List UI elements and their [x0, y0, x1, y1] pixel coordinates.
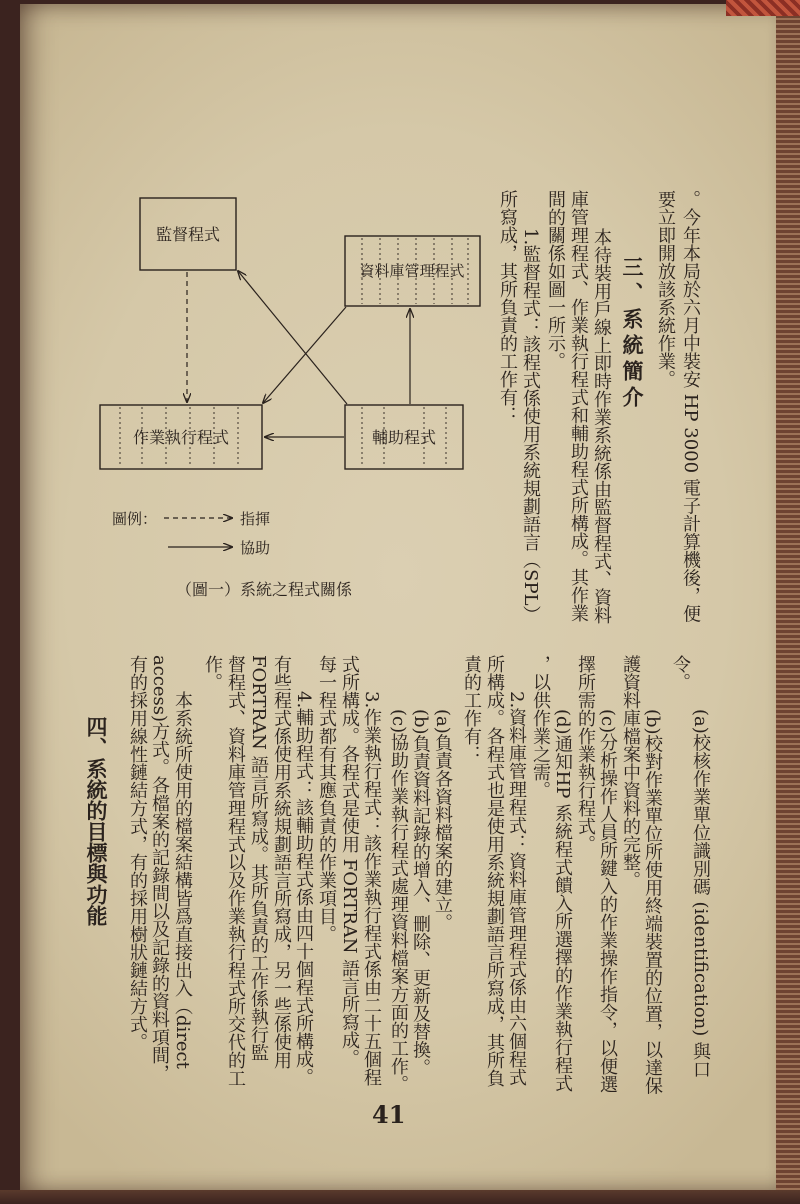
text-column: FORTRAN 語言所寫成。其所負責的工作係執行監 — [248, 655, 269, 1062]
text-column: 式所構成。各程式是使用 FORTRAN 語言所寫成。 — [339, 655, 360, 1068]
assist-arrow — [238, 271, 347, 404]
figure-caption: （圖一）系統之程式關係 — [176, 580, 353, 599]
text-column: (d)通知HP 系統程式饋入所選擇的作業執行程式 — [552, 709, 573, 1093]
text-column: 4.輔助程式：該輔助程式係由四十個程式所構成。 — [293, 691, 314, 1087]
text-column: (b)負責資料記錄的增入、刪除、更新及替換。 — [410, 709, 431, 1077]
page-number: 41 — [372, 1100, 406, 1129]
text-column: 本系統所使用的檔案結構皆爲直接出入（direct — [172, 691, 193, 1069]
database-label: 資料庫管理程式 — [359, 262, 465, 280]
page-edges-right — [776, 0, 800, 1204]
text-column: 每一程式都有其應負責的作業項目。 — [316, 655, 337, 943]
text-column: (a)負責各資料檔案的建立。 — [432, 709, 453, 932]
legend-command-label: 指揮 — [240, 510, 271, 528]
text-column: (c)分析操作人員所鍵入的作業操作指令，以便選 — [597, 709, 618, 1094]
section-heading: 三、系統簡介 — [620, 256, 645, 412]
text-column: access)方式。各檔案的記錄間以及記錄的資料項間， — [149, 655, 170, 1083]
auxiliary-label: 輔助程式 — [371, 428, 437, 447]
text-column: ，以供作業之需。 — [530, 655, 551, 799]
text-column: 有的採用線性鏈結方式，有的採用樹狀鏈結方式。 — [127, 655, 148, 1051]
text-column: 督程式、資料庫管理程式以及作業執行程式所交代的工 — [225, 655, 246, 1087]
text-column: 護資料庫檔案中資料的完整。 — [620, 655, 641, 889]
text-column: 所構成。各程式也是使用系統規劃語言所寫成，其所負 — [484, 655, 505, 1087]
legend-assist-label: 協助 — [240, 539, 271, 557]
text-column: (c)協助作業執行程式處理資料檔案方面的工作。 — [388, 709, 409, 1094]
text-column: 作。 — [202, 655, 223, 691]
text-column: 3.作業執行程式：該作業執行程式係由二十五個程 — [361, 691, 382, 1087]
text-column: 2.資料庫管理程式：資料庫管理程式係由六個程式 — [506, 691, 527, 1087]
text-column: 1.監督程式：該程式係使用系統規劃語言（SPL） — [520, 228, 541, 624]
text-column: 間的關係如圖一所示。 — [545, 190, 566, 370]
text-column: (b)校對作業單位所使用終端裝置的位置，以達保 — [642, 709, 663, 1095]
text-column: 本待裝用戶線上即時作業系統係由監督程式、資料 — [591, 228, 612, 624]
text-column: 所寫成，其所負責的工作有： — [497, 190, 518, 424]
supervisor-label: 監督程式 — [155, 225, 221, 244]
text-column: 擇所需的作業執行程式。 — [575, 655, 596, 853]
text-column: 令。 — [670, 655, 691, 691]
text-column: (a)校核作業單位識別碼 (identification) 與口 — [690, 709, 711, 1079]
legend-title: 圖例： — [112, 510, 158, 528]
text-column: 庫管理程式、作業執行程式和輔助程式所構成。其作業 — [568, 190, 589, 622]
system-program-diagram — [80, 180, 500, 620]
executor-label: 作業執行程式 — [132, 428, 230, 447]
text-column: 要立即開放該系統作業。 — [655, 190, 676, 388]
text-column: 有些程式係使用系統規劃語言所寫成，另一些係使用 — [271, 655, 292, 1069]
binding-edge-top — [726, 0, 800, 16]
section-heading: 四、系統的目標與功能 — [84, 716, 109, 926]
text-column: 責的工作有： — [461, 655, 482, 763]
binding-edge-bottom — [0, 1190, 800, 1204]
assist-arrow — [263, 307, 346, 403]
text-column: 。今年本局於六月中裝安 HP 3000 電子計算機後，便 — [680, 190, 701, 623]
